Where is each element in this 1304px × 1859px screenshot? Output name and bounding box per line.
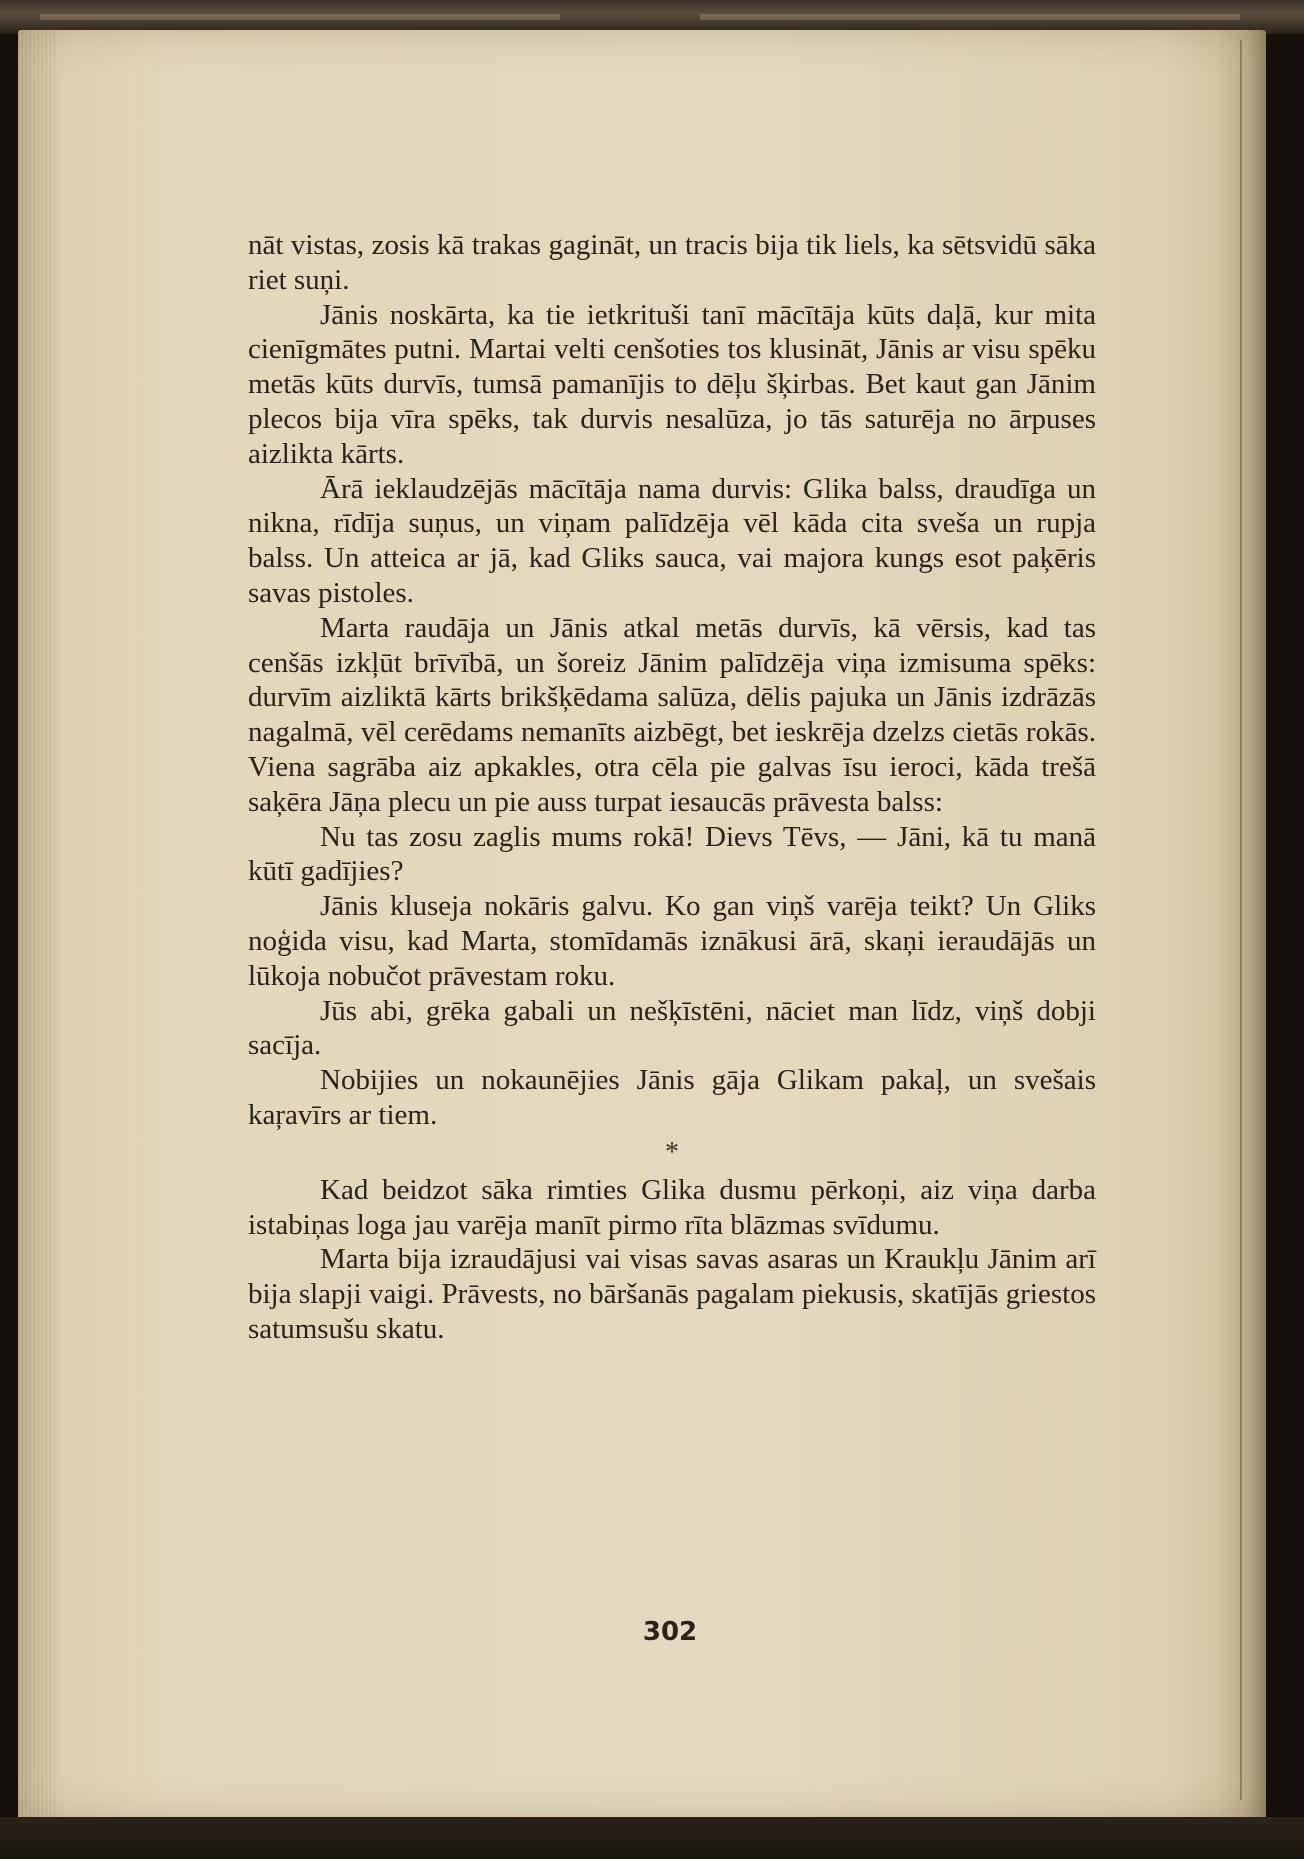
section-separator: * bbox=[665, 1136, 679, 1168]
paragraph: Jānis noskārta, ka tie ietkrituši tanī mācītāja kūts daļā, kur mita cienīgmātes putni. Martai velti cenšoties tos klusināt, Jānis ar visu spēku metās kūts durvīs, tumsā pamanījis to dēļu šķirbas. Bet kaut gan Jānim plecos bija vīra spēks, tak durvis nesalūza, jo tās saturēja no ārpuses aizlikta kārts. bbox=[248, 298, 1096, 470]
paragraph: Jūs abi, grēka gabali un nešķīstēni, nāciet man līdz, viņš dobji sacīja. bbox=[248, 994, 1096, 1062]
bottom-binding-edge bbox=[0, 1817, 1304, 1859]
top-binding-edge bbox=[0, 0, 1304, 34]
paragraph: Marta raudāja un Jānis atkal metās durvīs, kā vērsis, kad tas cenšās izkļūt brīvībā, un šoreiz Jānim palīdzēja viņa izmisuma spēks: durvīm aizliktā kārts brikšķēdama salūza, dēlis pajuka un Jānis izdrāzās nagalmā, vēl cerēdams nemanīts aizbēgt, bet ieskrēja dzelzs cietās rokās. Viena sagrāba aiz apkakles, otra cēla pie galvas īsu ieroci, kāda trešā saķēra Jāņa plecu un pie auss turpat iesaucās prāvesta balss: bbox=[248, 611, 1096, 818]
paragraph: nāt vistas, zosis kā trakas gagināt, un tracis bija tik liels, ka sētsvidū sāka riet suņi. bbox=[248, 229, 1096, 296]
paragraph: Kad beidzot sāka rimties Glika dusmu pērkoņi, aiz viņa darba istabiņas loga jau varēja manīt pirmo rīta blāzmas svīdumu. bbox=[248, 1173, 1096, 1241]
page-number: 302 bbox=[642, 1617, 698, 1647]
body-text bbox=[248, 228, 1096, 1347]
binding-strip bbox=[40, 14, 560, 20]
paragraph: Nobijies un nokaunējies Jānis gāja Glikam pakaļ, un svešais kaŗavīrs ar tiem. bbox=[248, 1064, 1096, 1131]
paragraph: Jānis kluseja nokāris galvu. Ko gan viņš varēja teikt? Un Gliks noģida visu, kad Marta, stomīdamās iznākusi ārā, skaņi ieraudājās un lūkoja nobučot prāvestam roku. bbox=[248, 890, 1096, 992]
paragraph: Marta bija izraudājusi vai visas savas asaras un Kraukļu Jānim arī bija slapji vaigi. Prāvests, no bāršanās pagalam piekusis, skatījās griestos satumsušu skatu. bbox=[248, 1243, 1096, 1345]
paragraph: Nu tas zosu zaglis mums rokā! Dievs Tēvs, — Jāni, kā tu manā kūtī gadījies? bbox=[248, 820, 1096, 888]
page-edge-left bbox=[18, 30, 58, 1820]
page-fold-line bbox=[1240, 40, 1242, 1800]
binding-strip bbox=[700, 14, 1240, 20]
paragraph: Ārā ieklaudzējās mācītāja nama durvis: Glika balss, draudīga un nikna, rīdīja suņus, un viņam palīdzēja vēl kāda cita sveša un rupja balss. Un atteica ar jā, kad Gliks sauca, vai majora kungs esot paķēris savas pistoles. bbox=[248, 472, 1096, 609]
